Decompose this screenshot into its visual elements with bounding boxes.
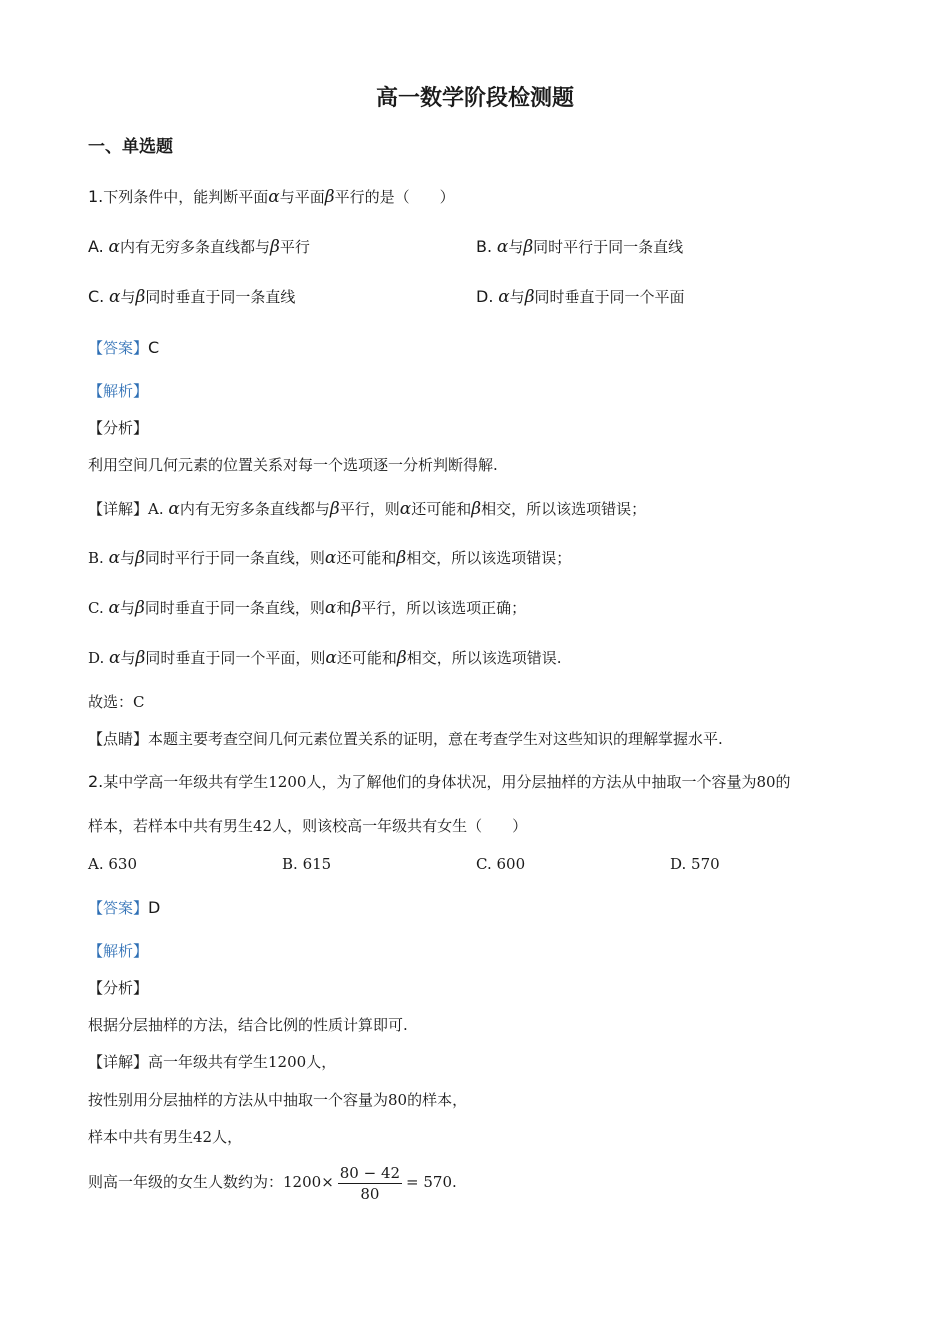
- question-2-stem-line1: 2.某中学高一年级共有学生1200人，为了解他们的身体状况，用分层抽样的方法从中抽取一个容量为80的: [88, 772, 791, 791]
- detail-line-a: 【详解】A. α内有无穷多条直线都与β平行，则α还可能和β相交，所以该选项错误；: [88, 499, 647, 519]
- section-heading: 一、单选题: [88, 137, 173, 157]
- option-d[interactable]: D. α与β同时垂直于同一个平面: [476, 287, 685, 307]
- answer-value: C: [148, 338, 160, 357]
- guxuan-line: 故选：C: [88, 693, 145, 711]
- jiexi-tag: 【解析】: [88, 382, 149, 400]
- option-a[interactable]: A. 630: [88, 855, 138, 873]
- answer-value: D: [148, 898, 161, 917]
- option-c[interactable]: C. 600: [476, 855, 526, 873]
- dianjing-line: 【点睛】本题主要考查空间几何元素位置关系的证明，意在考查学生对这些知识的理解掌握水平.: [88, 730, 723, 748]
- formula-result: = 570: [406, 1173, 453, 1191]
- beta-symbol: β: [324, 187, 335, 207]
- fraction-denominator: 80: [360, 1184, 380, 1203]
- option-c[interactable]: C. α与β同时垂直于同一条直线: [88, 287, 296, 307]
- detail-line-c: C. α与β同时垂直于同一条直线，则α和β平行，所以该选项正确；: [88, 598, 527, 618]
- fenxi-tag: 【分析】: [88, 419, 149, 437]
- question-2-stem-line2: 样本，若样本中共有男生42人，则该校高一年级共有女生（ ）: [88, 817, 528, 835]
- answer-line-q1: [88, 337, 159, 359]
- detail-line-3: 样本中共有男生42人，: [88, 1128, 243, 1146]
- alpha-symbol: α: [268, 187, 280, 207]
- answer-line-q2: [88, 897, 160, 919]
- question-1-stem: 1.下列条件中，能判断平面α与平面β平行的是（ ）: [88, 187, 455, 207]
- option-a[interactable]: A. α内有无穷多条直线都与β平行: [88, 237, 310, 257]
- option-d[interactable]: D. 570: [670, 855, 720, 873]
- question-number: 2.: [88, 772, 104, 791]
- answer-tag: 【答案】: [88, 899, 149, 917]
- answer-tag: 【答案】: [88, 339, 149, 357]
- detail-line-d: D. α与β同时垂直于同一个平面，则α还可能和β相交，所以该选项错误.: [88, 648, 562, 668]
- fenxi-text: 利用空间几何元素的位置关系对每一个选项逐一分析判断得解.: [88, 456, 498, 474]
- fenxi-tag: 【分析】: [88, 979, 149, 997]
- jiexi-tag: 【解析】: [88, 942, 149, 960]
- page-title: 高一数学阶段检测题: [375, 86, 574, 111]
- fraction-numerator: 80 − 42: [339, 1163, 401, 1182]
- fenxi-text: 根据分层抽样的方法，结合比例的性质计算即可.: [88, 1016, 408, 1034]
- xiangjie-line: 【详解】高一年级共有学生1200人，: [88, 1053, 337, 1071]
- question-number: 1.: [88, 187, 104, 206]
- formula-line: 则高一年级的女生人数约为：1200× $\frac{80 - 42}{80}$ = 570.: [88, 1163, 457, 1203]
- detail-line-b: B. α与β同时平行于同一条直线，则α还可能和β相交，所以该选项错误；: [88, 548, 572, 568]
- fraction: [338, 1163, 402, 1204]
- option-b[interactable]: B. α与β同时平行于同一条直线: [476, 237, 684, 257]
- detail-line-2: 按性别用分层抽样的方法从中抽取一个容量为80的样本，: [88, 1091, 468, 1109]
- formula-lead: 1200×: [283, 1173, 334, 1191]
- option-b[interactable]: B. 615: [282, 855, 332, 873]
